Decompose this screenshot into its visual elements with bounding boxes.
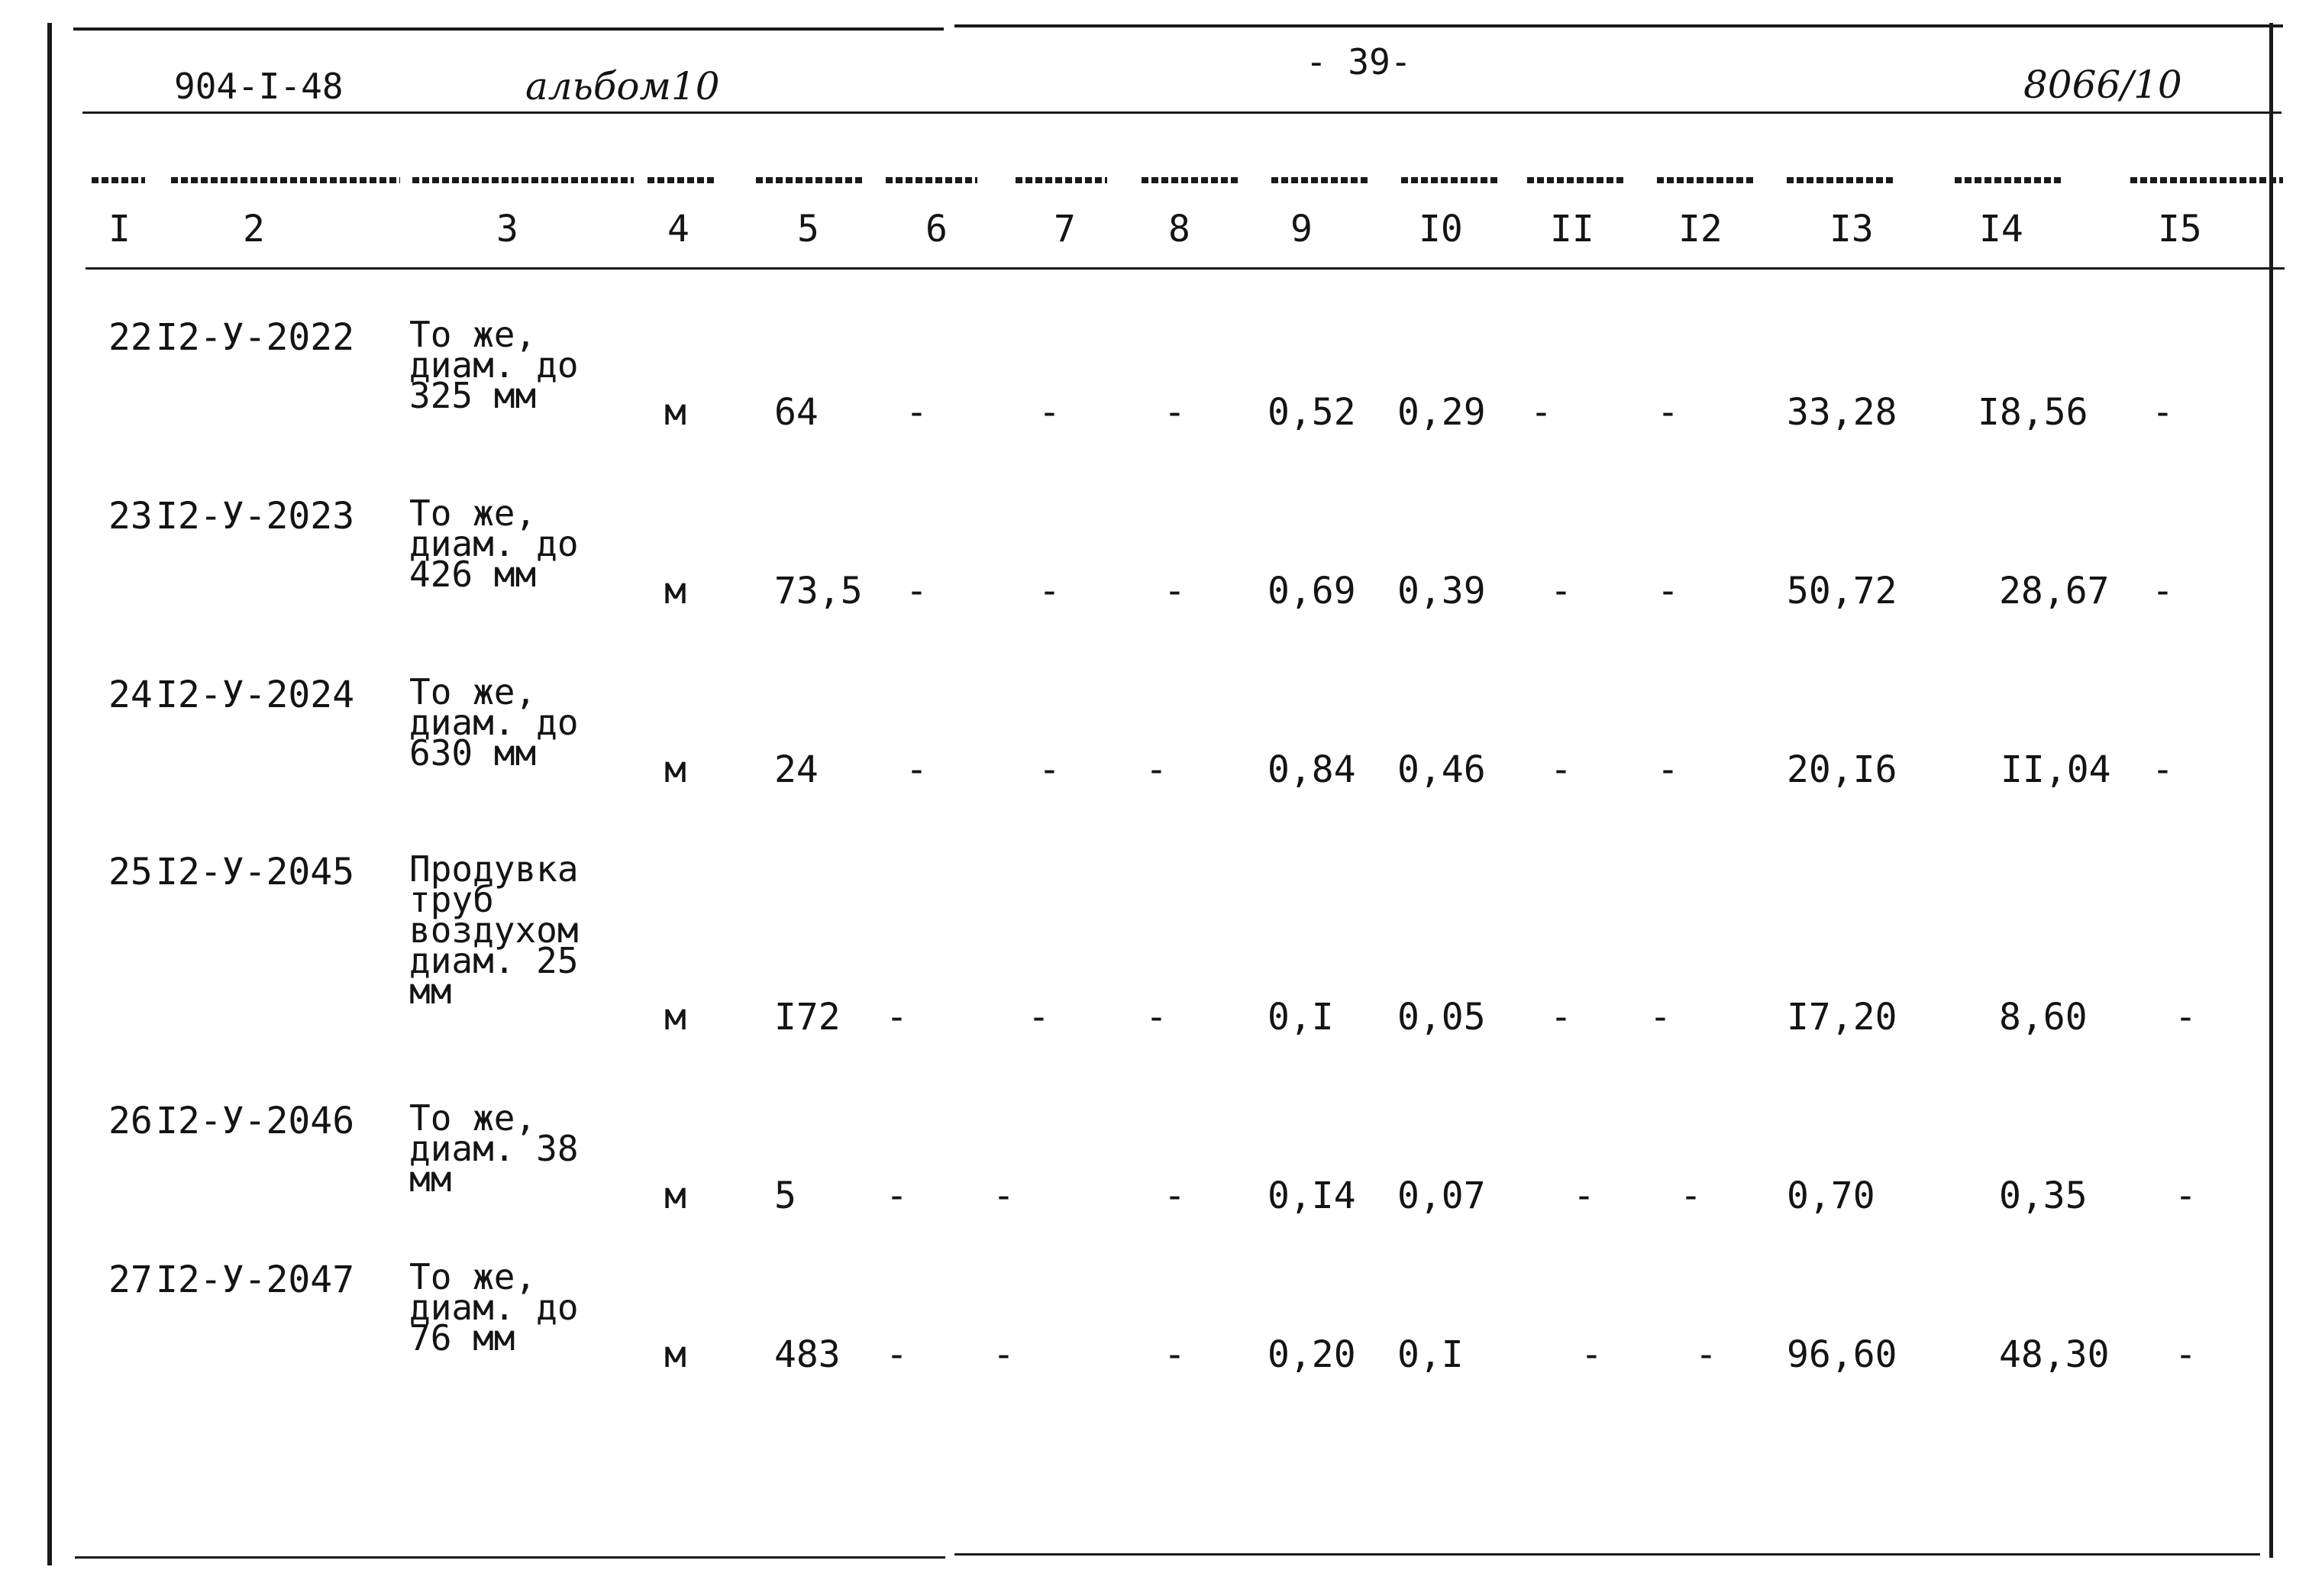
col12-value: -: [1695, 1333, 1717, 1376]
header-rule: [82, 111, 2282, 114]
col15-value: -: [2152, 748, 2174, 791]
col13-value: I7,20: [1787, 996, 1897, 1039]
col12-value: -: [1657, 570, 1679, 612]
bottom-border-left: [75, 1556, 945, 1559]
column-number-9: 9: [1290, 208, 1313, 250]
col7-value: -: [993, 1174, 1015, 1217]
description-line: 630 мм: [409, 732, 537, 774]
row-number: 27: [108, 1258, 153, 1301]
col10-value: 0,07: [1397, 1174, 1486, 1217]
col13-value: 96,60: [1787, 1333, 1897, 1376]
column-number-12: I2: [1678, 208, 1723, 250]
col11-value: -: [1550, 996, 1572, 1039]
description-line: То же,: [409, 1097, 537, 1139]
col10-value: 0,39: [1397, 570, 1486, 612]
col7-value: -: [993, 1333, 1015, 1376]
col9-value: 0,52: [1268, 391, 1356, 434]
column-header-rule: [86, 267, 2285, 270]
right-border: [2269, 23, 2273, 1558]
col14-value: II,04: [2001, 748, 2111, 791]
column-number-6: 6: [925, 208, 948, 250]
quantity: I72: [774, 996, 841, 1039]
col7-value: -: [1038, 748, 1061, 791]
row-number: 25: [108, 851, 153, 893]
col10-value: 0,I: [1397, 1333, 1464, 1376]
quantity: 73,5: [774, 570, 863, 612]
col8-value: -: [1145, 748, 1167, 791]
col14-value: 8,60: [1999, 996, 2088, 1039]
column-number-5: 5: [797, 208, 819, 250]
col12-value: -: [1657, 391, 1679, 434]
rate-code: I2-У-2023: [156, 495, 355, 538]
col7-value: -: [1038, 570, 1061, 612]
description-line: То же,: [409, 671, 537, 712]
column-number-13: I3: [1829, 208, 1874, 250]
description-line: мм: [409, 1158, 452, 1200]
col11-value: -: [1550, 570, 1572, 612]
description-line: 325 мм: [409, 375, 537, 416]
column-number-14: I4: [1979, 208, 2023, 250]
description-line: воздухом: [409, 909, 579, 951]
col11-value: -: [1581, 1333, 1603, 1376]
col8-value: -: [1145, 996, 1167, 1039]
column-number-1: I: [108, 208, 131, 250]
col8-value: -: [1164, 391, 1186, 434]
description-line: То же,: [409, 493, 537, 534]
description-line: диам. до: [409, 1287, 579, 1328]
work-description: [409, 314, 608, 416]
quantity: 483: [774, 1333, 841, 1376]
col12-value: -: [1680, 1174, 1702, 1217]
col11-value: -: [1530, 391, 1552, 434]
col11-value: -: [1550, 748, 1572, 791]
rate-code: I2-У-2047: [156, 1258, 355, 1301]
project-code: 904-I-48: [174, 66, 344, 107]
col14-value: 0,35: [1999, 1174, 2088, 1217]
col9-value: 0,I: [1268, 996, 1334, 1039]
work-description: [409, 1256, 608, 1359]
work-description: [409, 1097, 608, 1200]
rate-code: I2-У-2024: [156, 674, 355, 716]
col12-value: -: [1649, 996, 1671, 1039]
description-line: мм: [409, 971, 452, 1012]
col15-value: -: [2152, 391, 2174, 434]
quantity: 5: [774, 1174, 796, 1217]
unit: м: [664, 570, 686, 612]
quantity: 64: [774, 391, 819, 434]
col10-value: 0,46: [1397, 748, 1486, 791]
left-border: [47, 23, 52, 1565]
rate-code: I2-У-2045: [156, 851, 355, 893]
col7-value: -: [1028, 996, 1050, 1039]
row-number: 24: [108, 674, 153, 716]
quantity: 24: [774, 748, 819, 791]
col11-value: -: [1573, 1174, 1595, 1217]
col9-value: 0,84: [1268, 748, 1356, 791]
col8-value: -: [1164, 570, 1186, 612]
description-line: труб: [409, 879, 494, 920]
col7-value: -: [1038, 391, 1061, 434]
bottom-border-right: [954, 1553, 2260, 1556]
column-separator: [92, 177, 2291, 188]
col14-value: 48,30: [1999, 1333, 2110, 1376]
col8-value: -: [1164, 1174, 1186, 1217]
top-border-left: [73, 27, 944, 31]
col15-value: -: [2175, 996, 2197, 1039]
col6-value: -: [886, 1333, 908, 1376]
column-number-7: 7: [1054, 208, 1076, 250]
col15-value: -: [2175, 1174, 2197, 1217]
col9-value: 0,20: [1268, 1333, 1356, 1376]
work-description: [409, 493, 608, 595]
col8-value: -: [1164, 1333, 1186, 1376]
unit: м: [664, 1174, 686, 1217]
unit: м: [664, 1333, 686, 1376]
page-number: - 39-: [1306, 41, 1412, 82]
column-number-15: I5: [2158, 208, 2202, 250]
unit: м: [664, 748, 686, 791]
col6-value: -: [886, 996, 908, 1039]
description-line: диам. до: [409, 702, 579, 743]
description-line: 426 мм: [409, 554, 537, 595]
col9-value: 0,I4: [1268, 1174, 1356, 1217]
column-number-11: II: [1550, 208, 1594, 250]
col13-value: 50,72: [1787, 570, 1897, 612]
column-number-2: 2: [243, 208, 265, 250]
column-number-8: 8: [1168, 208, 1190, 250]
column-number-3: 3: [496, 208, 518, 250]
column-number-4: 4: [667, 208, 689, 250]
col12-value: -: [1657, 748, 1679, 791]
col13-value: 20,I6: [1787, 748, 1897, 791]
unit: м: [664, 391, 686, 434]
description-line: диам. 38: [409, 1128, 579, 1169]
row-number: 23: [108, 495, 153, 538]
rate-code: I2-У-2022: [156, 316, 355, 359]
row-number: 26: [108, 1100, 153, 1142]
work-description: [409, 671, 608, 774]
album-label: альбом10: [525, 64, 720, 108]
col6-value: -: [886, 1174, 908, 1217]
description-line: диам. 25: [409, 940, 579, 981]
col6-value: -: [906, 391, 928, 434]
col15-value: -: [2175, 1333, 2197, 1376]
description-line: То же,: [409, 1256, 537, 1297]
col13-value: 33,28: [1787, 391, 1897, 434]
rate-code: I2-У-2046: [156, 1100, 355, 1142]
description-line: диам. до: [409, 523, 579, 564]
work-description: [409, 848, 608, 1012]
description-line: Продувка: [409, 848, 579, 890]
col14-value: I8,56: [1978, 391, 2088, 434]
top-border-right: [954, 24, 2283, 27]
unit: м: [664, 996, 686, 1039]
sheet-number: 8066/10: [2023, 63, 2182, 107]
description-line: диам. до: [409, 344, 579, 386]
description-line: То же,: [409, 314, 537, 355]
col10-value: 0,29: [1397, 391, 1486, 434]
col15-value: -: [2152, 570, 2174, 612]
column-number-10: I0: [1419, 208, 1463, 250]
col10-value: 0,05: [1397, 996, 1486, 1039]
col6-value: -: [906, 570, 928, 612]
row-number: 22: [108, 316, 153, 359]
col9-value: 0,69: [1268, 570, 1356, 612]
col6-value: -: [906, 748, 928, 791]
col13-value: 0,70: [1787, 1174, 1875, 1217]
col14-value: 28,67: [1999, 570, 2110, 612]
description-line: 76 мм: [409, 1317, 515, 1359]
